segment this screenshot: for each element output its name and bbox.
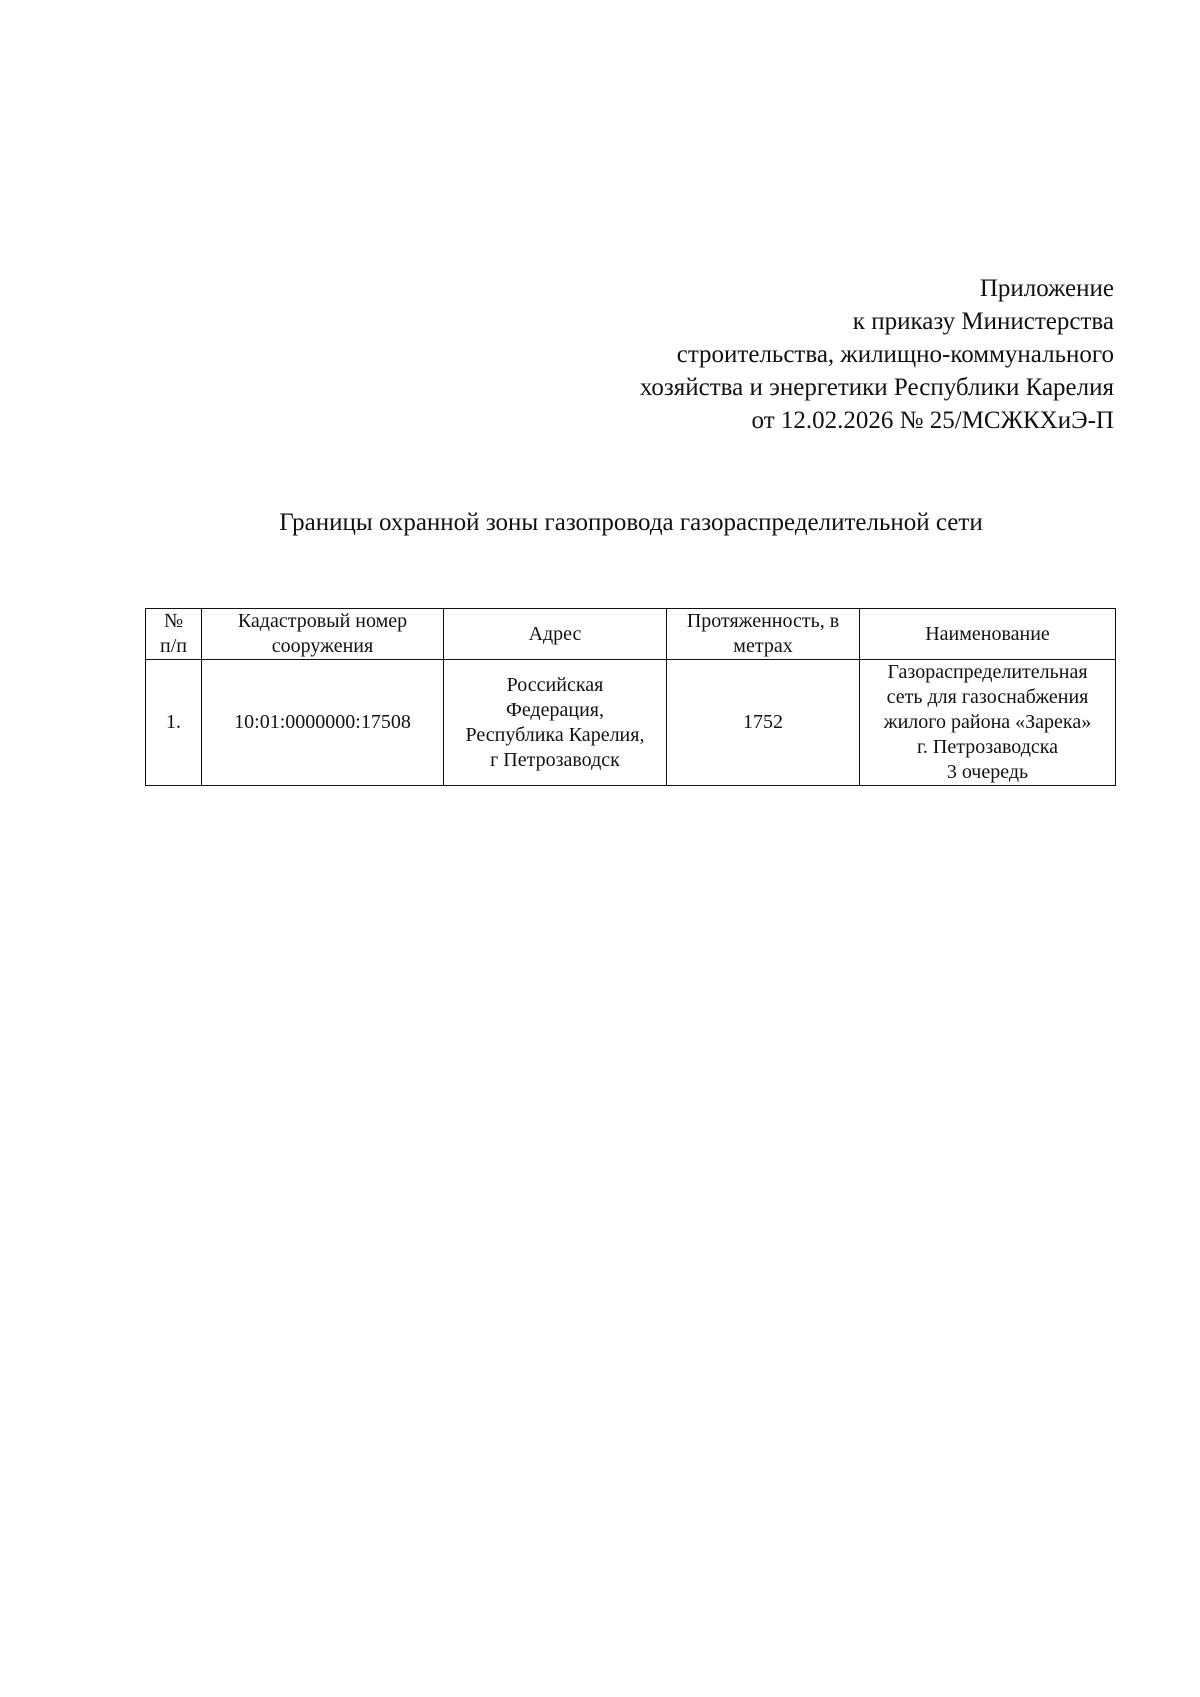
header-cadastral	[202, 609, 444, 660]
header-number-line-2: п/п	[160, 635, 187, 657]
header-cadastral-line-2: сооружения	[271, 635, 374, 657]
cell-cadastral-number: 10:01:0000000:17508	[202, 660, 444, 786]
address-line-1: Российская	[506, 673, 604, 696]
cell-length: 1752	[667, 660, 860, 786]
header-row	[146, 609, 1116, 660]
header-name-line-1: Наименование	[925, 622, 1050, 645]
header-length-line-2: метрах	[733, 635, 793, 657]
appendix-line-5: от 12.02.2026 № 25/МСЖКХиЭ-П	[751, 407, 1114, 434]
appendix-header	[414, 272, 1114, 437]
table-body	[146, 660, 1116, 786]
name-line-2: сеть для газоснабжения	[886, 686, 1089, 708]
name-line-4: г. Петрозаводска	[916, 736, 1059, 758]
name-line-3: жилого района «Зарека»	[883, 711, 1092, 733]
appendix-line-1: Приложение	[979, 275, 1114, 302]
table-header	[146, 609, 1116, 660]
appendix-line-3: строительства, жилищно-коммунального	[676, 341, 1114, 368]
header-cadastral-line-1: Кадастровый номер	[237, 610, 408, 632]
address-line-4: г Петрозаводск	[490, 748, 620, 771]
header-length	[667, 609, 860, 660]
cell-name	[860, 660, 1116, 786]
appendix-line-2: к приказу Министерства	[852, 308, 1114, 335]
address-line-2: Федерация,	[506, 698, 604, 721]
header-address	[444, 609, 667, 660]
document-title: Границы охранной зоны газопровода газораспределительной сети	[279, 509, 983, 536]
name-line-5: 3 очередь	[946, 761, 1029, 783]
cell-number: 1.	[146, 660, 202, 786]
header-number-line-1: №	[163, 610, 184, 632]
header-name	[860, 609, 1116, 660]
appendix-line-4: хозяйства и энергетики Республики Карелия	[639, 374, 1114, 401]
header-number	[146, 609, 202, 660]
table-row	[146, 660, 1116, 786]
header-length-line-1: Протяженность, в	[686, 610, 840, 632]
protection-zone-table	[145, 608, 1116, 786]
address-line-3: Республика Карелия,	[465, 723, 645, 746]
header-address-line-1: Адрес	[528, 622, 582, 645]
cell-address	[444, 660, 667, 786]
name-line-1: Газораспределительная	[887, 661, 1088, 683]
